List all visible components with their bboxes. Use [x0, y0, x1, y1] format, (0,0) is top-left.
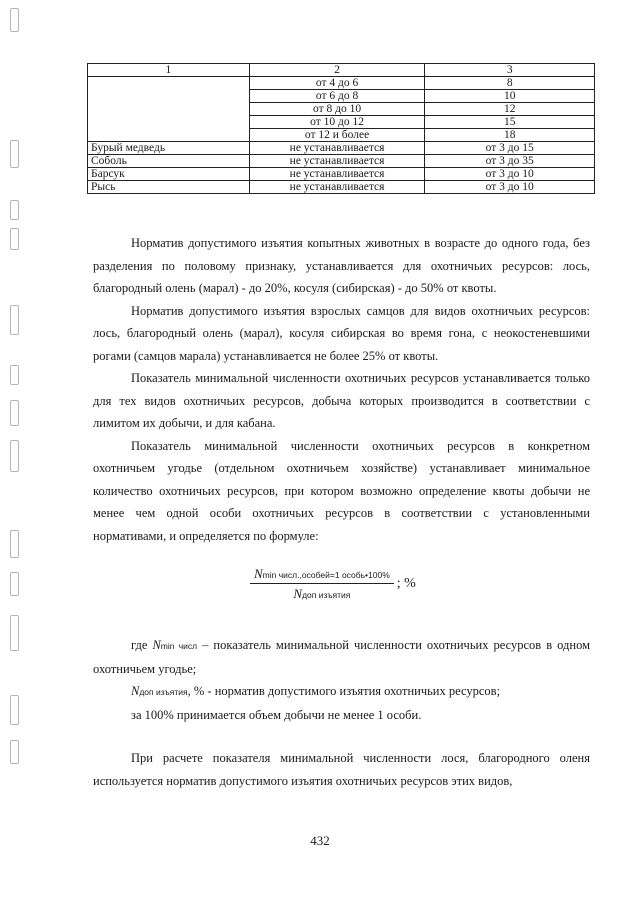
scan-artifact — [10, 200, 19, 220]
scan-artifact — [10, 140, 19, 168]
formula-symbol: N — [293, 586, 303, 601]
formula-symbol: N — [131, 684, 140, 698]
table-cell: 10 — [425, 90, 595, 103]
formula — [250, 566, 470, 602]
table-cell: от 3 до 10 — [425, 168, 595, 181]
table-row — [88, 77, 595, 90]
formula-subscript: доп изъятия — [139, 687, 188, 697]
scan-artifact — [10, 695, 19, 725]
table-cell: от 4 до 6 — [249, 77, 425, 90]
body-text — [93, 232, 590, 547]
table-cell: от 8 до 10 — [249, 103, 425, 116]
table-cell: от 10 до 12 — [249, 116, 425, 129]
formula-denominator — [250, 584, 394, 602]
formula-subscript: min числ.,особей=1 особь•100% — [262, 570, 390, 580]
formula-symbol: N — [254, 566, 263, 581]
table-row — [88, 181, 595, 194]
formula-definitions — [93, 634, 590, 726]
table-cell: 8 — [425, 77, 595, 90]
table-cell-species: Рысь — [88, 181, 250, 194]
table-cell: не устанавливается — [249, 142, 425, 155]
scan-artifact — [10, 228, 19, 250]
scan-artifact — [10, 305, 19, 335]
quota-norms-table — [87, 63, 595, 194]
table-cell: 15 — [425, 116, 595, 129]
formula-subscript: min числ — [160, 641, 198, 651]
paragraph: Норматив допустимого изъятия взрослых самцов для видов охотничьих ресурсов: лось, благородный олень (марал), косуля сибирская во время гона, с неокостеневшими рогами (самцов марала) устанавливается не более 25% от квоты. — [93, 303, 590, 363]
table-cell: 18 — [425, 129, 595, 142]
scan-artifact — [10, 8, 19, 32]
table-row — [88, 168, 595, 181]
table-header-cell: 3 — [425, 64, 595, 77]
scan-artifact — [10, 440, 19, 472]
table-cell: от 3 до 15 — [425, 142, 595, 155]
definition — [93, 634, 590, 680]
definition: за 100% принимается объем добычи не менее 1 особи. — [131, 707, 422, 722]
table-header-cell: 2 — [249, 64, 425, 77]
definition-text: – показатель минимальной численности охотничьих ресурсов в одном охотничьем угодье; — [93, 638, 590, 676]
table-cell: от 6 до 8 — [249, 90, 425, 103]
table-cell: от 12 и более — [249, 129, 425, 142]
table-row — [88, 142, 595, 155]
table-cell-species: Барсук — [88, 168, 250, 181]
body-text — [93, 747, 590, 792]
formula-symbol: N — [152, 638, 161, 652]
scan-artifact — [10, 530, 19, 558]
paragraph: Норматив допустимого изъятия копытных животных в возрасте до одного года, без разделения по половому признаку, устанавливается для охотничьих ресурсов: лось, благородный олень (марал) - до 20%, косуля (сибирская) - до 50% от квоты. — [93, 236, 590, 295]
table-cell: от 3 до 10 — [425, 181, 595, 194]
table-cell: не устанавливается — [249, 168, 425, 181]
table-cell-species: Соболь — [88, 155, 250, 168]
table-cell: от 3 до 35 — [425, 155, 595, 168]
definition — [93, 680, 590, 704]
scan-artifact — [10, 400, 19, 426]
table-cell: 12 — [425, 103, 595, 116]
paragraph: Показатель минимальной численности охотничьих ресурсов в конкретном охотничьем угодье (отдельном охотничьем хозяйстве) устанавливает минимальное количество охотничьих ресурсов, при котором возможно определение квоты добычи не менее чем одной особи охотничьих ресурсов в соответствии с установленными нормативами, и определяется по формуле: — [93, 438, 590, 543]
paragraph: При расчете показателя минимальной численности лося, благородного оленя используется норматив допустимого изъятия охотничьих ресурсов этих видов, — [93, 751, 590, 788]
table-cell: не устанавливается — [249, 181, 425, 194]
scan-artifact — [10, 740, 19, 764]
page-number: 432 — [310, 833, 330, 848]
scan-artifact — [10, 572, 19, 596]
table-cell-empty — [88, 77, 250, 142]
table-row — [88, 155, 595, 168]
table-header-cell: 1 — [88, 64, 250, 77]
table-header-row — [88, 64, 595, 77]
paragraph: Показатель минимальной численности охотничьих ресурсов устанавливается только для тех видов охотничьих ресурсов, добыча которых производится в соответствии с лимитом их добычи, и для кабана. — [93, 371, 590, 430]
formula-numerator — [250, 566, 394, 584]
scan-artifact — [10, 365, 19, 385]
table-cell-species: Бурый медведь — [88, 142, 250, 155]
definition-text: , % - норматив допустимого изъятия охотничьих ресурсов; — [187, 684, 501, 698]
definition-prefix: где — [131, 638, 153, 652]
scan-artifact — [10, 615, 19, 651]
formula-subscript: доп изъятия — [302, 590, 351, 600]
formula-tail: ; % — [396, 576, 416, 591]
table-cell: не устанавливается — [249, 155, 425, 168]
formula-fraction — [250, 566, 394, 602]
